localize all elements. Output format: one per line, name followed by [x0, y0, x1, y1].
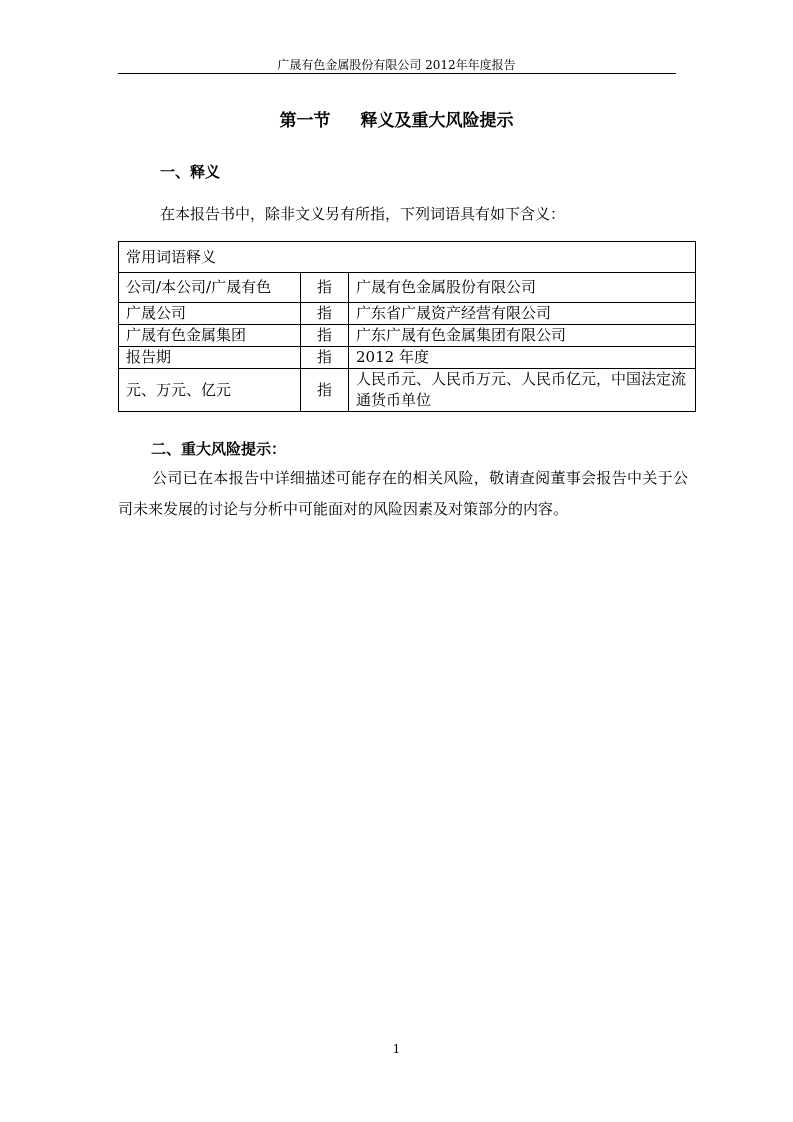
table-caption: 常用词语释义: [119, 242, 696, 273]
table-row: [119, 273, 696, 303]
definition: 人民币元、人民币万元、人民币亿元，中国法定流通货币单位: [349, 369, 696, 412]
term: 报告期: [119, 347, 301, 369]
section-title: [0, 106, 793, 131]
definition: 2012 年度: [349, 347, 696, 369]
definition: 广晟有色金属股份有限公司: [349, 273, 696, 303]
page-number: 1: [392, 1042, 401, 1056]
section-name: 释义及重大风险提示: [360, 111, 514, 131]
term: 元、万元、亿元: [119, 369, 301, 412]
ref: 指: [301, 273, 349, 303]
ref: 指: [301, 303, 349, 325]
table-row: [119, 347, 696, 369]
heading-risks: 二、重大风险提示：: [151, 440, 287, 458]
heading-definitions: 一、释义: [160, 163, 221, 181]
definition: 广东广晟有色金属集团有限公司: [349, 325, 696, 347]
running-header: 广晟有色金属股份有限公司 2012年年度报告: [277, 58, 516, 72]
term: 公司/本公司/广晟有色: [119, 273, 301, 303]
table-row: [119, 325, 696, 347]
term: 广晟公司: [119, 303, 301, 325]
definition: 广东省广晟资产经营有限公司: [349, 303, 696, 325]
table-row: [119, 369, 696, 412]
term: 广晟有色金属集团: [119, 325, 301, 347]
definitions-intro: 在本报告书中，除非文义另有所指，下列词语具有如下含义：: [160, 205, 566, 223]
definitions-table: [118, 241, 696, 412]
header-rule: [118, 73, 676, 74]
ref: 指: [301, 325, 349, 347]
risk-paragraph: 公司已在本报告中详细描述可能存在的相关风险，敬请查阅董事会报告中关于公司未来发展的讨论与分析中可能面对的风险因素及对策部分的内容。: [118, 469, 688, 518]
section-number: 第一节: [279, 111, 331, 131]
ref: 指: [301, 369, 349, 412]
ref: 指: [301, 347, 349, 369]
table-row: [119, 303, 696, 325]
